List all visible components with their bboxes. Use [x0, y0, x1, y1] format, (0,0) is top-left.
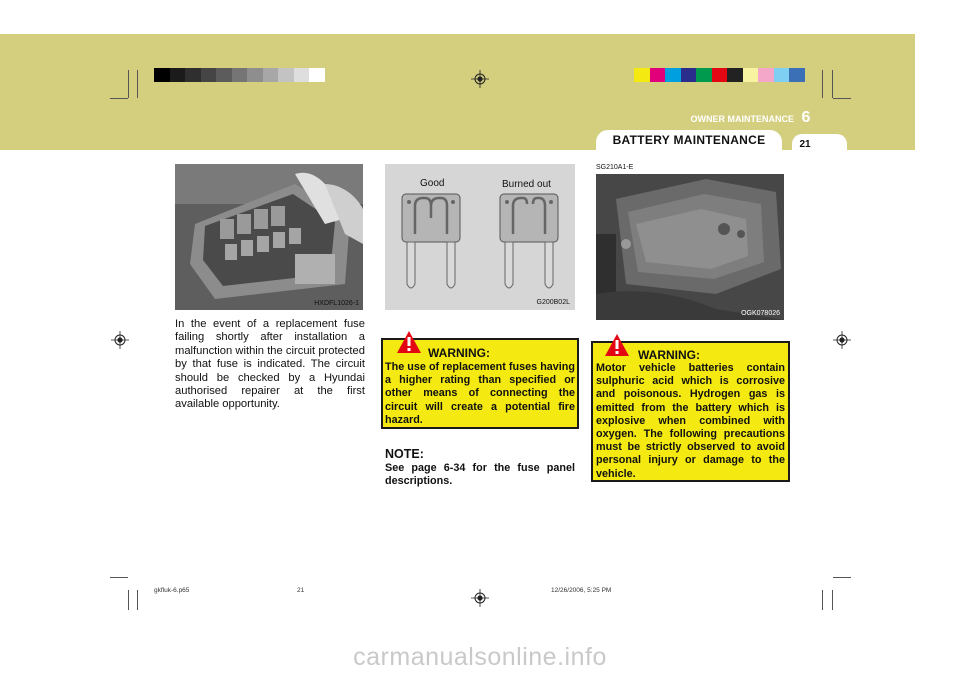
calibration-swatch [263, 68, 279, 82]
crop-mark [833, 98, 851, 99]
calibration-swatch [727, 68, 743, 82]
calibration-swatch [743, 68, 759, 82]
battery-photo [596, 174, 784, 320]
calibration-swatch [154, 68, 170, 82]
footer-date: 12/26/2006, 5:25 PM [551, 587, 612, 594]
fuse-replacement-paragraph: In the event of a replacement fuse failing shortly after installation a malfunction within the circuit protected by that fuse is indicated. The circuit should be checked by a Hyundai authorised repairer at the first available opportunity. [175, 318, 365, 411]
calibration-swatch [650, 68, 666, 82]
note-text: See page 6-34 for the fuse panel descriptions. [385, 462, 575, 487]
registration-mark-icon [111, 331, 129, 349]
warning-triangle-icon [396, 330, 422, 354]
fuse-box-illustration [175, 164, 363, 310]
page-number: 21 [799, 139, 811, 150]
section-title: BATTERY MAINTENANCE [612, 133, 766, 147]
warning-triangle-icon [604, 333, 630, 357]
warning-heading: WARNING: [638, 348, 700, 362]
calibration-swatch [309, 68, 325, 82]
footer-file: gkfluk-6.p65 [154, 587, 190, 594]
crop-mark [110, 98, 128, 99]
crop-mark [128, 590, 129, 610]
battery-illustration [596, 174, 784, 320]
calibration-swatch [681, 68, 697, 82]
fuse-comparison-figure [385, 164, 575, 310]
fuse-box-photo [175, 164, 363, 310]
color-calibration-strip [634, 68, 805, 82]
calibration-swatch [665, 68, 681, 82]
calibration-swatch [789, 68, 805, 82]
chapter-number: 6 [801, 109, 811, 126]
registration-mark-icon [833, 331, 851, 349]
crop-mark [833, 577, 851, 578]
registration-mark-icon [471, 70, 489, 88]
calibration-swatch [294, 68, 310, 82]
good-fuse-icon [402, 194, 460, 288]
calibration-swatch [278, 68, 294, 82]
calibration-swatch [774, 68, 790, 82]
calibration-swatch [232, 68, 248, 82]
footer-page: 21 [297, 587, 305, 594]
figure-code: HXDFL1026-1 [314, 300, 359, 307]
crop-mark [822, 70, 823, 98]
figure-code: G200B02L [536, 299, 570, 306]
calibration-swatch [216, 68, 232, 82]
registration-mark-icon [471, 589, 489, 607]
crop-mark [822, 590, 823, 610]
warning-text: Motor vehicle batteries contain sulphuric acid which is corrosive and poisonous. Hydrogen gas is emitted from the battery which is explosive when combined with oxygen. The following precautions must be strictly observed to avoid personal injury or damage to the vehicle. [596, 362, 785, 480]
crop-mark [110, 577, 128, 578]
gray-calibration-strip [154, 68, 325, 82]
chapter-title: OWNER MAINTENANCE [690, 114, 794, 124]
burned-fuse-label: Burned out [502, 179, 551, 190]
crop-mark [137, 70, 138, 98]
calibration-swatch [696, 68, 712, 82]
figure-code: OGK078026 [741, 310, 780, 317]
good-fuse-label: Good [420, 178, 445, 189]
watermark: carmanualsonline.info [353, 643, 607, 671]
calibration-swatch [758, 68, 774, 82]
burned-fuse-icon [500, 194, 558, 288]
calibration-swatch [201, 68, 217, 82]
note-heading: NOTE: [385, 447, 424, 461]
crop-mark [128, 70, 129, 98]
section-reference: SG210A1-E [596, 164, 634, 171]
warning-text: The use of replacement fuses having a higher rating than specified or other means of connecting the circuit will create a potential fire hazard. [385, 361, 575, 426]
crop-mark [137, 590, 138, 610]
calibration-swatch [170, 68, 186, 82]
crop-mark [832, 70, 833, 98]
calibration-swatch [712, 68, 728, 82]
calibration-swatch [634, 68, 650, 82]
crop-mark [832, 590, 833, 610]
warning-heading: WARNING: [428, 346, 490, 360]
calibration-swatch [185, 68, 201, 82]
calibration-swatch [247, 68, 263, 82]
